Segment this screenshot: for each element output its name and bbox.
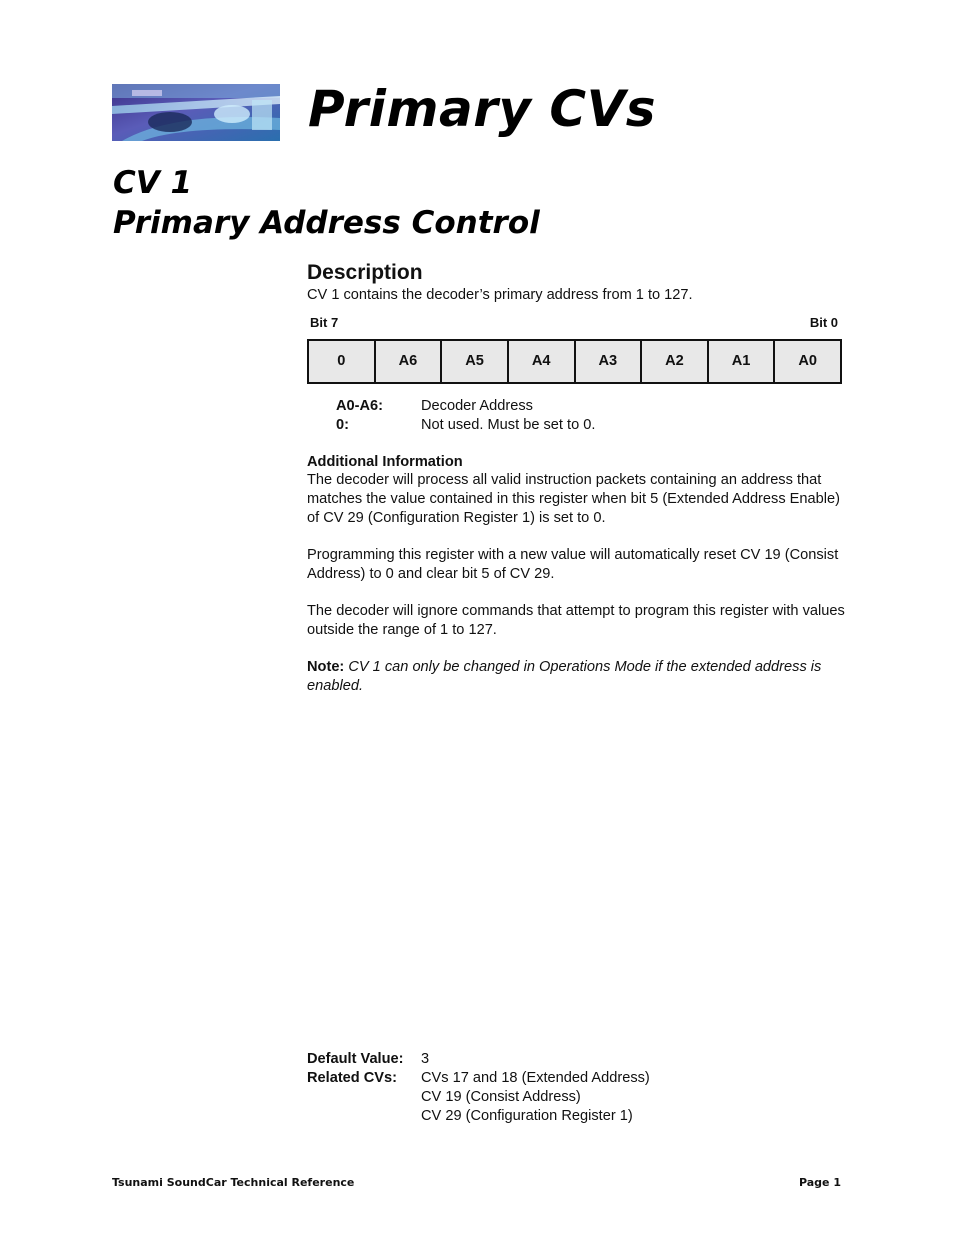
related-cv-item: CV 19 (Consist Address) — [421, 1089, 581, 1105]
bit-definitions — [336, 397, 836, 435]
cv-info-block — [307, 1050, 650, 1126]
bit-row — [308, 340, 841, 383]
bit-low-label: Bit 0 — [809, 315, 838, 330]
note-label: Note: — [307, 659, 345, 675]
bit-cell-7: 0 — [308, 340, 375, 383]
description-heading: Description — [307, 261, 423, 284]
related-cvs-row — [307, 1069, 650, 1126]
cv-heading — [113, 163, 540, 243]
related-cv-item: CVs 17 and 18 (Extended Address) — [421, 1070, 650, 1086]
additional-paragraph: The decoder will ignore commands that attempt to program this register with values outside the range of 1 to 127. — [307, 603, 845, 638]
default-value-label: Default Value: — [307, 1051, 404, 1067]
bit-cell-6: A6 — [375, 340, 442, 383]
definition-row — [336, 416, 836, 435]
page-title: Primary CVs — [308, 80, 657, 138]
note — [307, 658, 847, 696]
note-text: CV 1 can only be changed in Operations Mode if the extended address is enabled. — [307, 659, 822, 694]
footer-doc-title: Tsunami SoundCar Technical Reference — [112, 1176, 355, 1189]
definition-row — [336, 397, 836, 416]
bit-cell-0: A0 — [774, 340, 841, 383]
related-cvs-label: Related CVs: — [307, 1070, 398, 1086]
header-banner-image — [112, 84, 280, 141]
default-value: 3 — [421, 1051, 430, 1067]
default-value-row — [307, 1050, 650, 1069]
bit-cell-4: A4 — [508, 340, 575, 383]
bit-cell-1: A1 — [708, 340, 775, 383]
definition-term: 0: — [336, 417, 349, 433]
additional-heading: Additional Information — [307, 454, 463, 470]
definition-desc: Decoder Address — [421, 398, 533, 414]
additional-paragraph: Programming this register with a new value will automatically reset CV 19 (Consist Address) to 0 and clear bit 5 of CV 29. — [307, 547, 839, 582]
bit-cell-3: A3 — [575, 340, 642, 383]
additional-information — [307, 453, 847, 714]
bit-high-label: Bit 7 — [310, 315, 339, 330]
footer-page-number: Page 1 — [798, 1176, 841, 1189]
cv-number: CV 1 — [113, 165, 193, 201]
related-cvs-list — [421, 1069, 650, 1126]
bit-register-table — [307, 339, 842, 384]
additional-paragraph: The decoder will process all valid instruction packets containing an address that matches the value contained in this register when bit 5 (Extended Address Enable) of CV 29 (Configuration Register 1) is set to 0. — [307, 472, 840, 526]
cv-name: Primary Address Control — [113, 205, 540, 241]
bit-cell-5: A5 — [441, 340, 508, 383]
main-content — [307, 259, 847, 694]
bit-cell-2: A2 — [641, 340, 708, 383]
related-cv-item: CV 29 (Configuration Register 1) — [421, 1108, 633, 1124]
definition-desc: Not used. Must be set to 0. — [421, 417, 596, 433]
description-text: CV 1 contains the decoder’s primary address from 1 to 127. — [307, 287, 693, 303]
definition-term: A0-A6: — [336, 398, 384, 414]
